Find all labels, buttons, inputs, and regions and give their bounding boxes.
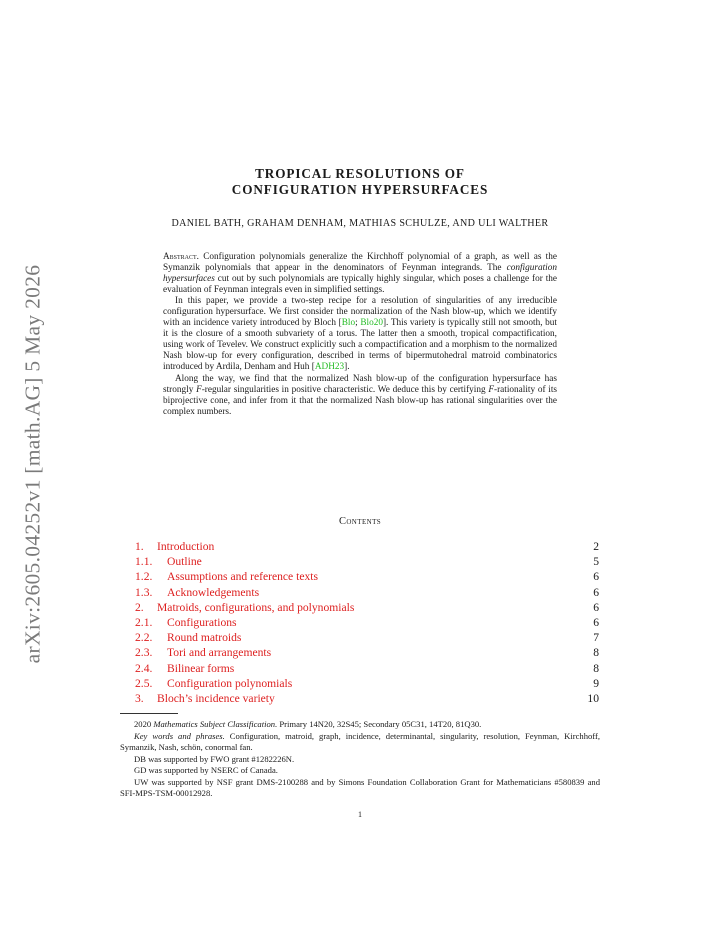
toc-entry-link[interactable] [135,585,259,600]
toc-entry-page: 8 [593,646,599,660]
toc-entry-link[interactable] [135,630,241,645]
abstract-paragraph-1: Abstract. Configuration polynomials generalize the Kirchhoff polynomial of a graph, as well as the Symanzik polynomials that appear in the denominators of Feynman integrands. The configuration hypersurfaces cut out by such polynomials are typically highly singular, which poses a challenge for the evaluation of Feynman integrals even in simplified settings. [163,252,557,296]
funding-gd: GD was supported by NSERC of Canada. [134,765,278,775]
toc-entry-link[interactable] [135,600,354,615]
citation-link[interactable]: Blo [341,318,356,329]
toc-entry[interactable] [135,630,599,645]
toc-entry-number: 1.3. [135,585,153,599]
footnotes [120,719,600,800]
table-of-contents [135,539,599,706]
toc-entry-title: Acknowledgements [167,585,260,599]
toc-entry[interactable] [135,691,599,706]
paper-title [120,166,600,198]
toc-entry-number: 2.5. [135,676,153,690]
arxiv-identifier: arXiv:2605.04252v1 [math.AG] 5 May 2026 [20,264,45,664]
toc-entry-title: Round matroids [167,631,242,645]
toc-entry-page: 6 [593,585,599,599]
toc-entry-title: Configurations [167,615,237,629]
toc-entry-title: Configuration polynomials [167,676,293,690]
toc-entry-number: 1.1. [135,555,153,569]
title-line-2: CONFIGURATION HYPERSURFACES [231,182,489,197]
contents-heading: Contents [338,516,382,527]
toc-entry-number: 2.4. [135,661,153,675]
toc-entry[interactable] [135,600,599,615]
toc-entry-page: 5 [593,555,599,569]
abstract-paragraph-2: In this paper, we provide a two-step recipe for a resolution of singularities of any irreducible configuration hypersurface. We first consider the normalization of the Nash blow-up, which we identify with an incidence variety introduced by Bloch [Blo; Blo20]. This variety is typically still not smooth, but it is the closure of a smooth subvariety of a torus. The latter then a smooth, tropical compactification, using work of Tevelev. We construct explicitly such a compactification and a morphism to the normalized Nash blow-up for every configuration, described in terms of bipermutohedral matroid combinatorics introduced by Ardila, Denham and Huh [ADH23]. [163,296,557,373]
toc-entry-number: 2. [135,600,144,614]
msc-footnote: 2020 Mathematics Subject Classification. Primary 14N20, 32S45; Secondary 05C31, 14T20, 81Q30. [134,719,482,729]
toc-entry-page: 7 [593,631,599,645]
toc-entry-number: 1. [135,540,144,553]
toc-entry-title: Tori and arrangements [167,646,272,660]
citation-link[interactable]: ADH23 [314,362,345,373]
toc-entry[interactable] [135,645,599,660]
toc-entry-title: Matroids, configurations, and polynomials [157,600,355,614]
abstract-paragraph-3: Along the way, we find that the normalized Nash blow-up of the configuration hypersurface has strongly F-regular singularities in positive characteristic. We deduce this by certifying F-rationality of its biprojective cone, and infer from it that the normalized Nash blow-up has rational singularities over the complex numbers. [163,373,557,417]
abstract-heading: Abstract. [163,252,199,262]
toc-entry-link[interactable] [135,569,318,584]
toc-entry[interactable] [135,615,599,630]
funding-db: DB was supported by FWO grant #1282226N. [134,753,295,764]
toc-entry-link[interactable] [135,554,202,569]
toc-entry[interactable] [135,539,599,554]
arxiv-sidebar-stamp [18,244,48,684]
toc-entry-page: 2 [593,540,599,553]
author-list: DANIEL BATH, GRAHAM DENHAM, MATHIAS SCHULZE, AND ULI WALTHER [171,218,549,229]
toc-entry-title: Assumptions and reference texts [167,570,318,584]
title-line-1: TROPICAL RESOLUTIONS OF [255,166,465,181]
toc-entry-number: 2.1. [135,615,153,629]
toc-entry-link[interactable] [135,661,234,676]
toc-entry-title: Outline [167,555,202,569]
keywords-footnote: Key words and phrases. Configuration, matroid, graph, incidence, determinantal, singularity, resolution, Feynman, Kirchhoff, Symanzik, Nash, schön, conormal fan. [120,730,601,752]
toc-entry[interactable] [135,569,599,584]
toc-entry[interactable] [135,661,599,676]
toc-entry-number: 1.2. [135,570,153,584]
toc-entry-page: 10 [587,691,599,705]
toc-entry-page: 6 [593,615,599,629]
toc-entry[interactable] [135,676,599,691]
toc-entry-link[interactable] [135,691,275,706]
funding-uw: UW was supported by NSF grant DMS-2100288 and by Simons Foundation Collaboration Grant for Mathematicians #580839 and SFI-MPS-TSM-00012928. [120,776,600,798]
toc-entry-title: Bloch’s incidence variety [157,691,275,705]
abstract [163,252,557,418]
toc-entry-number: 2.3. [135,646,153,660]
toc-entry-number: 3. [135,691,144,705]
page-number: 1 [358,810,362,819]
toc-entry[interactable] [135,585,599,600]
citation-link[interactable]: Blo20 [360,318,383,329]
toc-entry-link[interactable] [135,645,271,660]
toc-entry[interactable] [135,554,599,569]
toc-entry-title: Bilinear forms [167,661,235,675]
footnote-rule [120,713,178,714]
toc-entry-number: 2.2. [135,631,153,645]
toc-entry-link[interactable] [135,676,292,691]
toc-entry-page: 6 [593,600,599,614]
toc-entry-page: 9 [593,676,599,690]
toc-entry-link[interactable] [135,539,214,554]
toc-entry-link[interactable] [135,615,237,630]
toc-entry-title: Introduction [157,540,215,553]
toc-entry-page: 6 [593,570,599,584]
toc-entry-page: 8 [593,661,599,675]
